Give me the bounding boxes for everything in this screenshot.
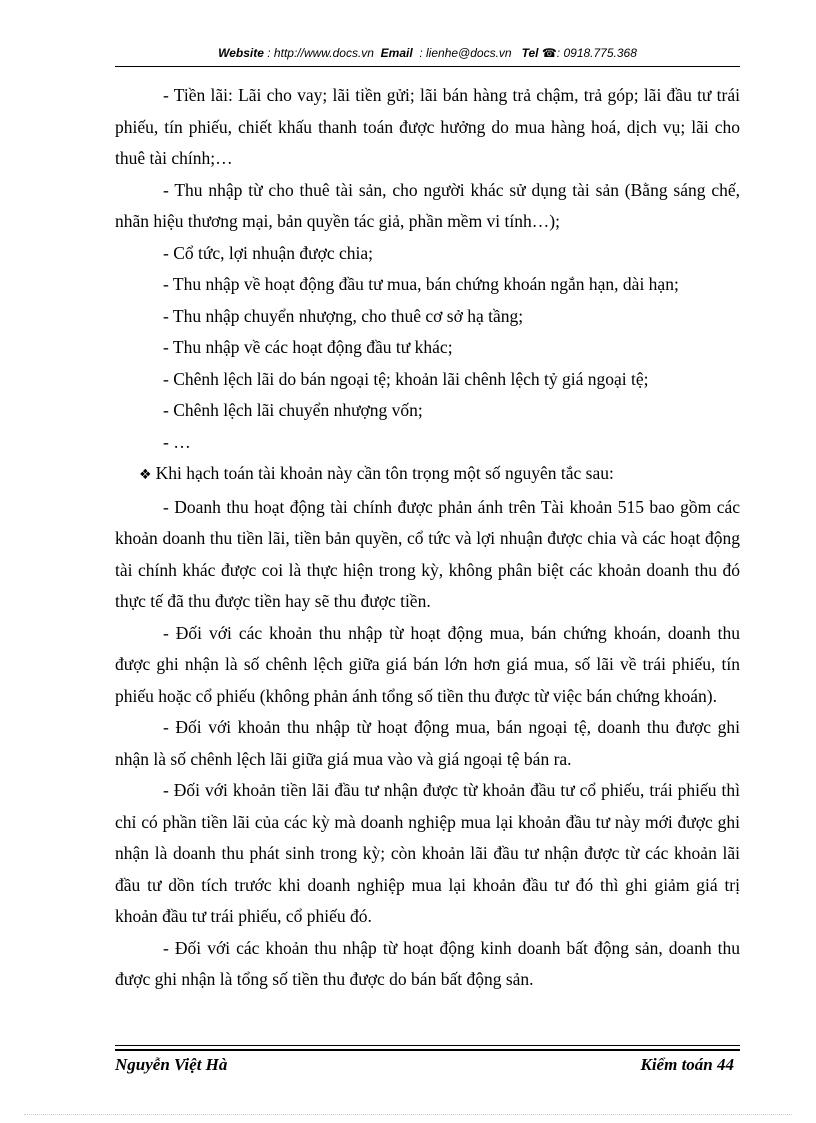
- paragraph: - Thu nhập chuyển nhượng, cho thuê cơ sở hạ tầng;: [163, 305, 524, 326]
- paragraph: - …: [163, 431, 191, 452]
- document-body: [115, 80, 740, 996]
- rule-paragraph: - Đối với khoản thu nhập từ hoạt động mua, bán ngoại tệ, doanh thu được ghi nhận là số chênh lệch lãi giữa giá mua vào và giá ngoại tệ bán ra.: [115, 717, 740, 769]
- header-divider: [115, 66, 740, 67]
- tel-label: Tel: [521, 46, 539, 60]
- rule-paragraph: - Đối với các khoản thu nhập từ hoạt động kinh doanh bất động sản, doanh thu được ghi nhận là tổng số tiền thu được do bán bất động sản.: [115, 937, 740, 989]
- phone-icon: ☎: [541, 46, 557, 60]
- bullet-heading-text: Khi hạch toán tài khoản này cần tôn trọng một số nguyên tắc sau:: [155, 463, 614, 483]
- website-value[interactable]: : http://www.docs.vn: [267, 46, 374, 60]
- footer-divider-thick: [115, 1049, 740, 1051]
- paragraph: - Tiền lãi: Lãi cho vay; lãi tiền gửi; lãi bán hàng trả chậm, trả góp; lãi đầu tư trái phiếu, tín phiếu, chiết khấu thanh toán được hưởng do mua hàng hoá, dịch vụ; lãi cho thuê tài chính;…: [115, 85, 740, 168]
- footer-class-page: Kiểm toán 44: [640, 1055, 734, 1074]
- diamond-bullet-icon: ❖: [139, 467, 152, 483]
- paragraph: - Chênh lệch lãi chuyển nhượng vốn;: [163, 400, 423, 420]
- footer-divider-thin: [115, 1045, 740, 1046]
- rule-paragraph: - Đối với các khoản thu nhập từ hoạt động mua, bán chứng khoán, doanh thu được ghi nhận là số chênh lệch giữa giá bán lớn hơn giá mua, số lãi về trái phiếu, tín phiếu hoặc cổ phiếu (không phản ánh tổng số tiền thu được từ việc bán chứng khoán).: [115, 622, 740, 706]
- page-header: [115, 46, 740, 60]
- paragraph: - Thu nhập về hoạt động đầu tư mua, bán chứng khoán ngắn hạn, dài hạn;: [163, 274, 679, 294]
- paragraph: - Cổ tức, lợi nhuận được chia;: [163, 242, 373, 263]
- website-label: Website: [218, 46, 264, 60]
- rule-paragraph: - Đối với khoản tiền lãi đầu tư nhận được từ khoản đầu tư cổ phiếu, trái phiếu thì chỉ có phần tiền lãi của các kỳ mà doanh nghiệp mua lại khoản đầu tư này mới được ghi nhận là doanh thu phát sinh trong kỳ; còn khoản lãi đầu tư nhận được từ các khoản lãi đầu tư dồn tích trước khi doanh nghiệp mua lại khoản đầu tư đó thì ghi giảm giá trị khoản đầu tư trái phiếu, cổ phiếu đó.: [115, 780, 740, 926]
- tel-value: : 0918.775.368: [556, 46, 637, 60]
- rule-paragraph: - Doanh thu hoạt động tài chính được phản ánh trên Tài khoản 515 bao gồm các khoản doanh thu tiền lãi, tiền bản quyền, cổ tức và lợi nhuận được chia và các hoạt động tài chính khác được coi là thực hiện trong kỳ, không phân biệt các khoản doanh thu đó thực tế đã thu được tiền hay sẽ thu được tiền.: [115, 496, 740, 611]
- bullet-heading: [115, 458, 740, 492]
- footer-author: Nguyễn Việt Hà: [115, 1055, 228, 1074]
- paragraph: - Thu nhập từ cho thuê tài sản, cho người khác sử dụng tài sản (Bằng sáng chế, nhãn hiệu thương mại, bản quyền tác giả, phần mềm vi tính…);: [115, 179, 740, 231]
- paragraph: - Thu nhập về các hoạt động đầu tư khác;: [163, 337, 453, 357]
- email-value[interactable]: : lienhe@docs.vn: [419, 46, 512, 60]
- page-edge: [24, 1114, 792, 1115]
- email-label: Email: [380, 46, 413, 60]
- paragraph: - Chênh lệch lãi do bán ngoại tệ; khoản lãi chênh lệch tỷ giá ngoại tệ;: [163, 368, 649, 389]
